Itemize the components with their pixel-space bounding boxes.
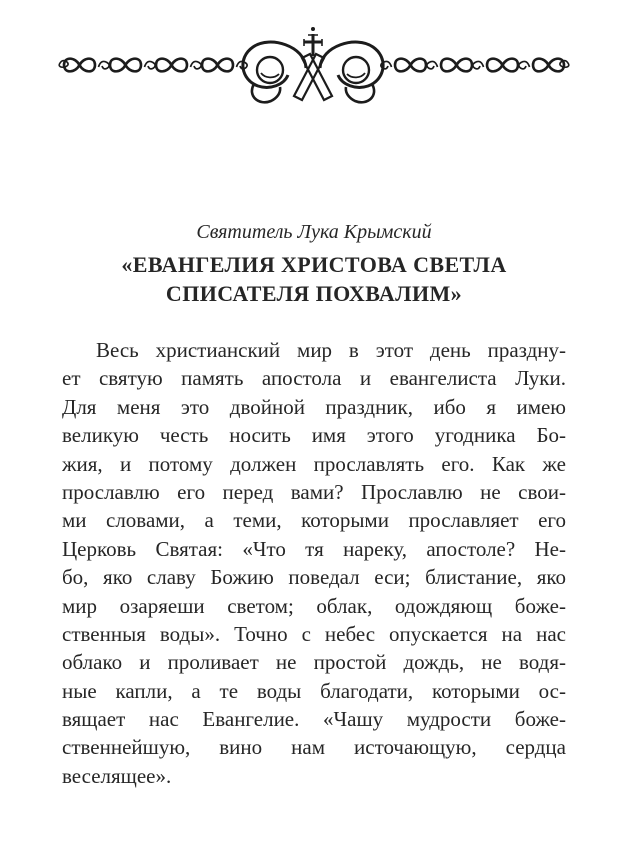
text-line: мир озаряеши светом; облак, одождяющ боже-: [62, 593, 566, 618]
text-line: ми словами, а теми, которыми прославляет его: [62, 508, 566, 533]
cross-monogram-icon: [243, 27, 383, 102]
text-line: Церковь Святая: «Что тя нареку, апостоле? Не-: [62, 536, 566, 561]
knotwork-divider-icon: [58, 24, 570, 104]
text-line: ственнейшую, вино нам источающую, сердца: [62, 735, 566, 760]
text-line: ные капли, а те воды благодати, которыми ос-: [62, 678, 566, 703]
title-line-2: СПИСАТЕЛЯ ПОХВАЛИМ»: [165, 281, 463, 306]
title-line-1: «ЕВАНГЕЛИЯ ХРИСТОВА СВЕТЛА: [121, 252, 507, 277]
knotwork-band-left: [59, 59, 247, 72]
text-line: облако и проливает не простой дождь, не водя-: [62, 650, 566, 675]
text-line: прославлю его перед вами? Прославлю не свои-: [62, 479, 566, 504]
text-line: бо, яко славу Божию поведал еси; блистание, яко: [62, 565, 566, 590]
body-text: [62, 336, 566, 790]
text-line: жия, и потому должен прославлять его. Как же: [62, 451, 566, 476]
text-line: ственныя воды». Точно с небес опускается на нас: [62, 621, 566, 646]
knotwork-band-right: [381, 59, 569, 72]
text-line: великую честь носить имя этого угодника Бо-: [62, 423, 566, 448]
text-line: Весь христианский мир в этот день праздну-: [96, 338, 566, 362]
header-ornament: [58, 24, 570, 104]
text-line: вящает нас Евангелие. «Чашу мудрости боже-: [62, 707, 566, 732]
article-title: [0, 250, 628, 308]
author-line: Святитель Лука Крымский: [196, 221, 432, 243]
text-line: ет святую память апостола и евангелиста Луки.: [62, 366, 566, 391]
text-line: веселящее».: [62, 763, 172, 788]
text-line: Для меня это двойной праздник, ибо я имею: [62, 394, 566, 419]
